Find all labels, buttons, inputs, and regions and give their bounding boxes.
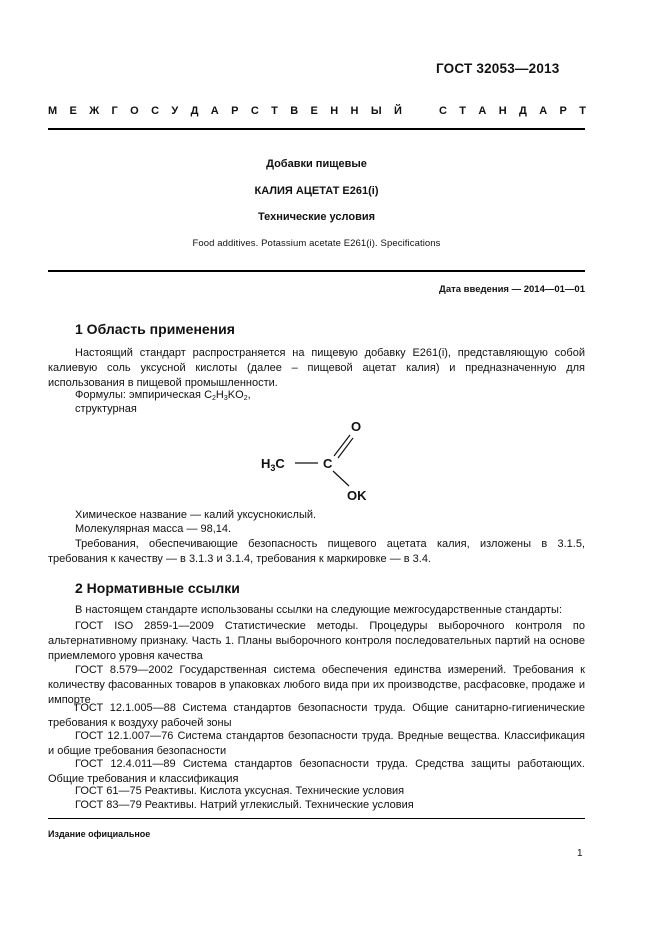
heading-letter: Й bbox=[394, 105, 402, 117]
title-category: Добавки пищевые bbox=[266, 158, 367, 170]
formula-ko: KO bbox=[227, 389, 244, 401]
heading-letter: Е bbox=[310, 105, 318, 117]
ref-item: ГОСТ 61—75 Реактивы. Кислота уксусная. Технические условия bbox=[75, 785, 405, 797]
section2-intro: В настоящем стандарте использованы ссылки на следующие межгосударственные стандарты: bbox=[75, 604, 563, 616]
formula-sub-o: 2 bbox=[243, 395, 248, 402]
footer-rule bbox=[48, 818, 585, 819]
heading-letter: Д bbox=[190, 105, 199, 117]
heading-letter: А bbox=[539, 105, 548, 117]
molar-mass: Молекулярная масса — 98,14. bbox=[75, 523, 232, 535]
ref-item: ГОСТ 83—79 Реактивы. Натрий углекислый. Технические условия bbox=[75, 799, 414, 811]
heading-letter: Н bbox=[350, 105, 359, 117]
title-subtitle: Технические условия bbox=[257, 211, 376, 223]
intro-date: Дата введения — 2014—01—01 bbox=[439, 284, 585, 295]
formula-sub-c: 2 bbox=[212, 395, 216, 402]
oxygen-atom: O bbox=[351, 419, 362, 434]
structural-formula bbox=[255, 415, 385, 505]
heading-letter: Т bbox=[271, 105, 278, 117]
ref-item: ГОСТ 8.579—2002 Государственная система обеспечения единства измерений. Требования к количеству фасованных товаров в упаковках любого вида при их производстве, расфасовке, продаже и импорте bbox=[48, 664, 585, 706]
ref-item: ГОСТ 12.1.007—76 Система стандартов безопасности труда. Вредные вещества. Классификация и общие требования безопасности bbox=[48, 730, 585, 757]
formula-c: C bbox=[204, 389, 213, 401]
formula-h: H bbox=[215, 389, 224, 401]
heading-letter: С bbox=[438, 105, 447, 117]
ok-group: OK bbox=[347, 488, 367, 503]
heading-letter: С bbox=[250, 105, 259, 117]
page-number: 1 bbox=[577, 848, 583, 859]
formula-comma: , bbox=[247, 389, 251, 401]
heading-letter: М bbox=[48, 105, 58, 117]
heading-letter: С bbox=[151, 105, 160, 117]
section1-paragraph: Настоящий стандарт распространяется на пищевую добавку E261(i), представляющую собой калиевую соль уксусной кислоты (далее – пищевой ацетат калия) и предназначенную для использования в пищевой промышленности. bbox=[48, 347, 585, 389]
heading-letter: У bbox=[171, 105, 179, 117]
ref-item: ГОСТ 12.1.005—88 Система стандартов безопасности труда. Общие санитарно-гигиенические требования к воздуху рабочей зоны bbox=[48, 702, 585, 729]
formula-line bbox=[75, 389, 251, 402]
formula-sub-h: 3 bbox=[223, 395, 228, 402]
header-rule bbox=[48, 128, 585, 130]
heading-letter: Ы bbox=[370, 105, 382, 117]
heading-letter: Т bbox=[579, 105, 586, 117]
structural-label: структурная bbox=[75, 403, 137, 415]
section1-heading: 1 Область применения bbox=[75, 321, 235, 337]
heading-letter: Р bbox=[559, 105, 567, 117]
heading-letter: А bbox=[210, 105, 219, 117]
requirements-paragraph: Требования, обеспечивающие безопасность пищевого ацетата калия, изложены в 3.1.5, требования к качеству — в 3.1.3 и 3.1.4, требования к маркировке — в 3.4. bbox=[48, 538, 585, 565]
heading-letter: Н bbox=[498, 105, 507, 117]
heading-letter: Т bbox=[459, 105, 467, 117]
standard-type-heading bbox=[48, 105, 586, 117]
heading-letter: О bbox=[130, 105, 139, 117]
heading-letter: В bbox=[290, 105, 299, 117]
formula-label: Формулы: эмпирическая bbox=[75, 389, 205, 401]
title-rule bbox=[48, 270, 585, 272]
heading-letter: Н bbox=[330, 105, 339, 117]
bond-c-ok bbox=[333, 471, 349, 486]
title-name: КАЛИЯ АЦЕТАТ E261(i) bbox=[254, 185, 379, 197]
heading-letter: Г bbox=[111, 105, 118, 117]
heading-letter: Р bbox=[231, 105, 239, 117]
heading-letter: Ж bbox=[89, 105, 100, 117]
heading-letter: Е bbox=[69, 105, 77, 117]
edition-label: Издание официальное bbox=[48, 829, 151, 839]
ref-item: ГОСТ ISO 2859-1—2009 Статистические методы. Процедуры выборочного контроля по альтернативному признаку. Часть 1. Планы выборочного контроля последовательных партий на основе приемлемого уровня качества bbox=[48, 620, 585, 662]
carbonyl-carbon: C bbox=[323, 456, 333, 471]
ref-item: ГОСТ 12.4.011—89 Система стандартов безопасности труда. Средства защиты работающих. Общие требования и классификация bbox=[48, 758, 585, 785]
gost-number: ГОСТ 32053—2013 bbox=[436, 61, 560, 76]
chemical-name: Химическое название — калий уксуснокислый. bbox=[75, 509, 317, 521]
heading-letter: А bbox=[478, 105, 487, 117]
ch3-group: $H_3C$ bbox=[261, 456, 285, 473]
section2-heading: 2 Нормативные ссылки bbox=[75, 580, 240, 596]
title-english: Food additives. Potassium acetate E261(i). Specifications bbox=[192, 238, 441, 249]
heading-letter: Д bbox=[519, 105, 527, 117]
